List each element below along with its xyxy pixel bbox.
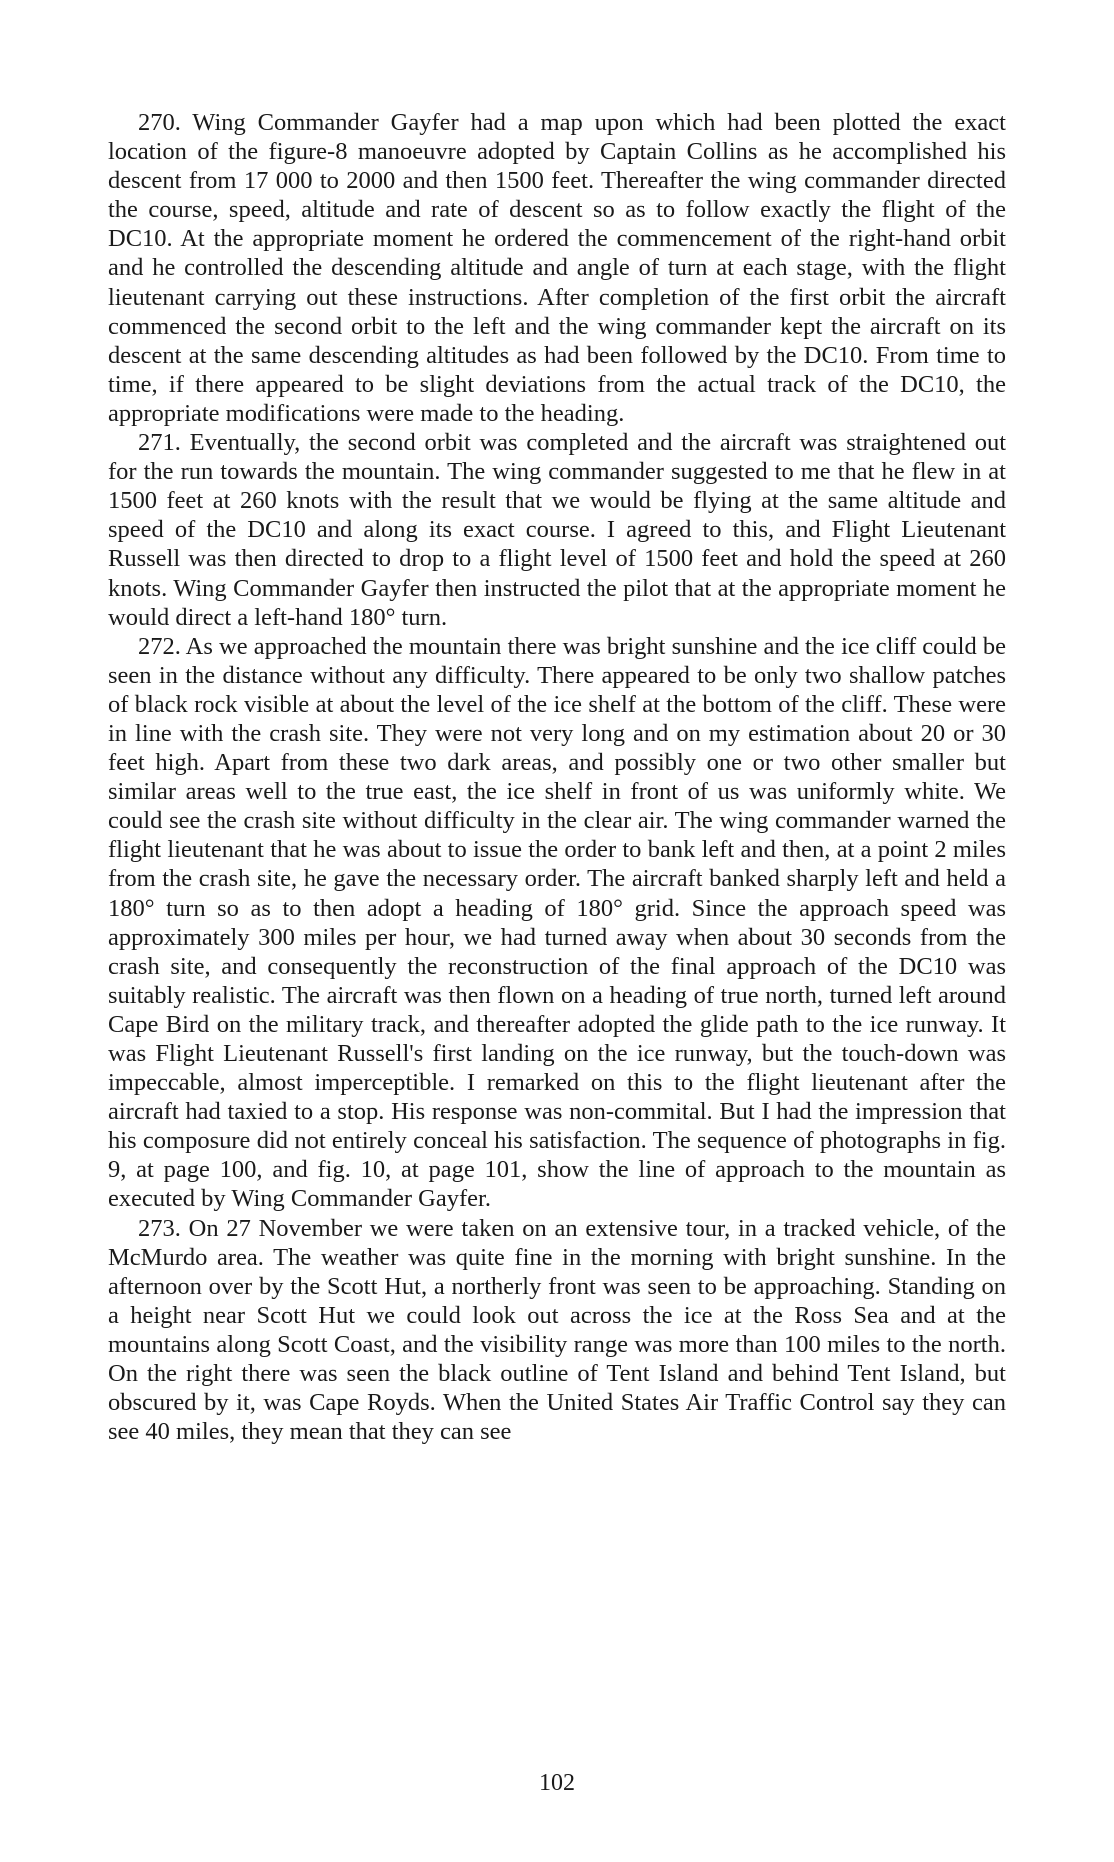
paragraph-271: 271. Eventually, the second orbit was completed and the aircraft was straightened out for the run towards the mountain. The wing commander suggested to me that he flew in at 1500 feet at 260 knots with the result that we would be flying at the same altitude and speed of the DC10 and along its exact course. I agreed to this, and Flight Lieutenant Russell was then directed to drop to a flight level of 1500 feet and hold the speed at 260 knots. Wing Commander Gayfer then instructed the pilot that at the appropriate moment he would direct a left-hand 180° turn. — [108, 429, 1006, 631]
paragraph-270: 270. Wing Commander Gayfer had a map upon which had been plotted the exact location of the figure-8 manoeuvre adopted by Captain Collins as he accomplished his descent from 17 000 to 2000 and then 1500 feet. Thereafter the wing commander directed the course, speed, altitude and rate of descent so as to follow exactly the flight of the DC10. At the appropriate moment he ordered the commencement of the right-hand orbit and he controlled the descending altitude and angle of turn at each stage, with the flight lieutenant carrying out these instructions. After completion of the first orbit the aircraft commenced the second orbit to the left and the wing commander kept the aircraft on its descent at the same descending altitudes as had been followed by the DC10. From time to time, if there appeared to be slight deviations from the actual track of the DC10, the appropriate modifications were made to the heading. — [108, 109, 1006, 427]
paragraph-272: 272. As we approached the mountain there was bright sunshine and the ice cliff could be seen in the distance without any difficulty. There appeared to be only two shallow patches of black rock visible at about the level of the ice shelf at the bottom of the cliff. These were in line with the crash site. They were not very long and on my estimation about 20 or 30 feet high. Apart from these two dark areas, and possibly one or two other smaller but similar areas well to the true east, the ice shelf in front of us was uniformly white. We could see the crash site without difficulty in the clear air. The wing commander warned the flight lieutenant that he was about to issue the order to bank left and then, at a point 2 miles from the crash site, he gave the necessary order. The aircraft banked sharply left and held a 180° turn so as to then adopt a heading of 180° grid. Since the approach speed was approximately 300 miles per hour, we had turned away when about 30 seconds from the crash site, and consequently the reconstruction of the final approach of the DC10 was suitably realistic. The aircraft was then flown on a heading of true north, turned left around Cape Bird on the military track, and thereafter adopted the glide path to the ice runway. It was Flight Lieutenant Russell's first landing on the ice runway, but the touch-down was impeccable, almost imperceptible. I remarked on this to the flight lieutenant after the aircraft had taxied to a stop. His response was non-commital. But I had the impression that his composure did not entirely conceal his satisfaction. The sequence of photographs in fig. 9, at page 100, and fig. 10, at page 101, show the line of approach to the mountain as executed by Wing Commander Gayfer. — [108, 632, 1006, 1213]
paragraph-273: 273. On 27 November we were taken on an extensive tour, in a tracked vehicle, of the McMurdo area. The weather was quite fine in the morning with bright sunshine. In the afternoon over by the Scott Hut, a northerly front was seen to be approaching. Standing on a height near Scott Hut we could look out across the ice at the Ross Sea and at the mountains along Scott Coast, and the visibility range was more than 100 miles to the north. On the right there was seen the black outline of Tent Island and behind Tent Island, but obscured by it, was Cape Royds. When the United States Air Traffic Control say they can see 40 miles, they mean that they can see — [108, 1214, 1006, 1446]
body-text — [108, 108, 1006, 1446]
page-number: 102 — [539, 1770, 575, 1796]
